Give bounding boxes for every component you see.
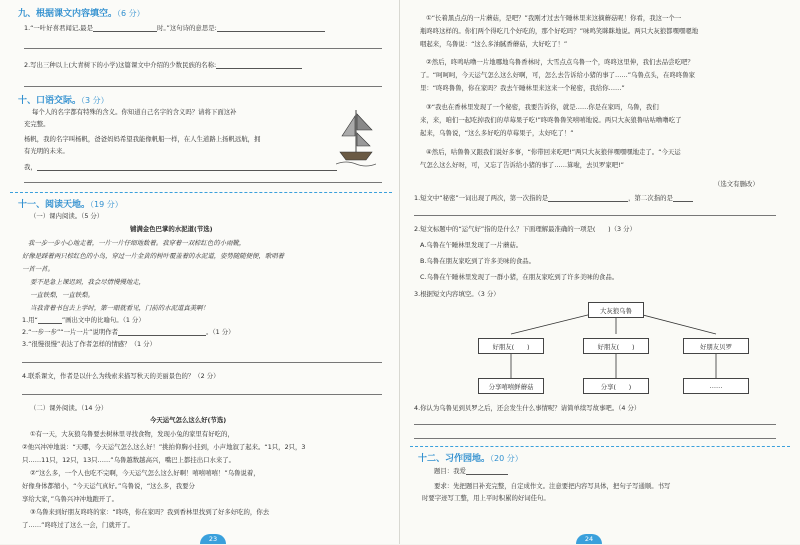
answer-line[interactable] xyxy=(22,362,382,363)
story-text: 里：“咚咚鲁鲁，你在家吗？我去午睡林里来这来一个秘密，我给你……” xyxy=(420,84,625,92)
passage1-text: 当我背着书包去上学时，第一眼就看见，门前的水泥道真美啊！ xyxy=(30,304,209,312)
q3: 3.根据短文内容填空。（3 分） xyxy=(414,290,500,298)
q4: 4.你认为乌鲁见到贝罗之后，还会发生什么事情呢？请简单续写故事吧。（4 分） xyxy=(414,404,641,412)
passage2-text: ②他兴冲冲地说：“天哪，今天运气怎么这么好！”挑拍仰胸小挂到，小声地叙了起来。“1只，2只，3 xyxy=(22,443,306,451)
passage1-title: 铺满金色巴掌的水泥道(节选) xyxy=(130,225,213,233)
answer-line[interactable] xyxy=(414,438,776,439)
p1-q1: 1.用“ ”画出文中的比喻句。（1 分） xyxy=(22,316,145,324)
passage2-text: 好像身体都缩小，“今天运气真好。”乌鲁说，“这么多，我要分 xyxy=(22,482,195,490)
answer-line[interactable] xyxy=(24,182,382,183)
passage2-text: 享给大家，”乌鲁兴冲冲地跑开了。 xyxy=(22,495,118,503)
story-text: ③“我也在香林里发现了一个秘密，我要告诉你，就是……你是在家吗，乌鲁，我们 xyxy=(426,103,659,111)
essay-requirement: 要求：先把题目补充完整，自定成作文。注意要把内容写具体，把句子写通顺。书写 xyxy=(434,482,671,490)
answer-line[interactable] xyxy=(414,215,776,216)
story-text: 起来，乌鲁说，“这么多好吃的草莓果子，太好吃了！” xyxy=(420,129,574,137)
passage2-text: ③乌鲁来到好朋友咚咚的家：“咚咚，你在家吗？我到香林里找到了好多好吃的，你去 xyxy=(30,508,270,516)
answer-line[interactable] xyxy=(414,424,776,425)
diagram-branch[interactable]: 好朋友( ) xyxy=(478,338,544,354)
passage2-title: 今天运气怎么这么好(节选) xyxy=(150,416,227,424)
essay-topic: 题目：我爱 xyxy=(434,467,508,475)
s10-answer: 我， xyxy=(24,163,337,171)
passage1-text: 好像是踩着两只棕红色的小鸟，穿过一片金黄的树叶覆盖着的水泥道，姿势随随便便，歌唱着 xyxy=(22,252,285,260)
divider xyxy=(410,446,790,447)
story-text: ②然后，咚鸣咕噜一片地哪地乌鲁香林时，大雪点点乌鲁一个，咚咚这里伸，我们去品尝吃吧？ xyxy=(426,58,694,66)
page-number: 23 xyxy=(200,534,226,544)
story-text: 来，来，咱们一起吃掉我们的草莓果子吃!”咚咚鲁鲁笑嘻嘻地说。两只大灰狼鲁咕咕噜噜吃了 xyxy=(420,116,682,124)
p1-q4: 4.联系课文，作者是以什么为线索来描写秋天的美丽景色的？（2 分） xyxy=(22,372,220,380)
passage2-text: 只……11只，12只，13只……”乌鲁越数越高兴，嘴巴上都挂出口水来了。 xyxy=(22,456,236,464)
page-number: 24 xyxy=(576,534,602,544)
p1-q3: 3.“很慢很慢”表达了作者怎样的情感？（1 分） xyxy=(22,340,156,348)
option-a[interactable]: A.乌鲁在午睡林里发现了一片蘑菇。 xyxy=(420,241,523,249)
p1-q2: 2.“一步一步”“一片一片”说明作者 。（1 分） xyxy=(22,328,235,336)
passage1-text: 一首一首。 xyxy=(22,265,54,273)
passage2-text: ②“这么多，一个人也吃不完啊，今天运气怎么这么好啊！嘻嘻嘻嘻！”乌鲁说着， xyxy=(30,469,260,477)
passage1-text: 一直铁梨，一直铁梨。 xyxy=(30,291,94,299)
part1-label: （一）课内阅读。（5 分） xyxy=(30,212,104,220)
passage2-text: ①有一天，大灰狼乌鲁要去树林里寻找食物，发现小兔的家里有好吃的， xyxy=(30,430,234,438)
part2-label: （二）课外阅读。（14 分） xyxy=(30,404,108,412)
story-text: 瓶咚咚这样的。你们两个得吃几个好吃的，那个好吃吗？”味鸣笑眯眯地说。两只大灰狼都嘿嘿嗯地 xyxy=(420,27,699,35)
sailing-ship-illustration xyxy=(336,106,376,168)
s10-text: 杨帆，我的名字叫杨帆，爸爸妈妈希望我能像帆船一样，在人生道路上扬帆远航，拥 xyxy=(24,135,261,143)
diagram-branch: 好朋友贝罗 xyxy=(683,338,749,354)
diagram-leaf[interactable]: 分享( ) xyxy=(583,378,649,394)
section-10-title: 十、口语交际。（3 分） xyxy=(18,96,109,106)
q2: 2.短文标题中的“运气好”指的是什么？下面理解最准确的一项是( )（3 分） xyxy=(414,225,636,233)
section-12-title: 十二、习作园地。（20 分） xyxy=(418,454,523,464)
option-b[interactable]: B.乌鲁在朋友家吃到了许多美味的食品。 xyxy=(420,257,536,265)
option-c[interactable]: C.乌鲁在午睡林里发现了一群小猪，在朋友家吃到了许多美味的食品。 xyxy=(420,273,619,281)
s10-text: 每个人的名字都有特殊的含义。你知道自己名字的含义吗？请将下面这补 xyxy=(32,108,237,116)
passage1-text: 我一步一步小心地走着，一片一片仔细地数着。我穿着一双棕红色的小雨靴， xyxy=(28,239,246,247)
answer-line[interactable] xyxy=(22,394,382,395)
left-page xyxy=(0,0,400,544)
passage1-text: 要不是急上课迟到，我会尽情慢慢地走， xyxy=(30,278,146,286)
s9-q2: 2.写出三种以上(大青树下的小学)这篇课文中介绍的少数民族的名称: xyxy=(24,61,302,69)
s9-q1: 1.“一叶好喜君闻记,最是 时。”这句诗的意思是: xyxy=(24,24,325,32)
story-text: ①“长着黑点点的一片蘑菇，是吧？”我刚才过去午睡林里来这摘蘑菇呢！你看，我这一个一 xyxy=(426,14,682,22)
answer-line[interactable] xyxy=(24,86,382,87)
diagram-root: 大灰狼乌鲁 xyxy=(588,302,644,318)
story-text: 了。“呵呵呵，今天运气怎么这么好啊，可，怎么去告诉给小猪的事了……”乌鲁点头，在咚咚鲁家 xyxy=(420,71,696,79)
passage2-text: 了……”咚咚过了这么一会，门就开了。 xyxy=(22,521,134,529)
s10-text: 充完整。 xyxy=(24,120,50,128)
diagram-leaf[interactable]: …… xyxy=(683,378,749,394)
story-text: ④然后，咕鲁鲁又跟我们说好多事，“你带回来吃吧!”两只大灰狼伴嘿嘿嘿地走了。“今天运 xyxy=(426,148,681,156)
story-text: 咽起来，乌鲁说：“这么多油腻香蘑菇，大好吃了！” xyxy=(420,40,568,48)
essay-requirement: 时要字迹写工整，用上平时积累的好词佳句。 xyxy=(422,494,550,502)
story-text: 气怎么这么好呀，可，又忘了告诉给小猪的事了……算啦，去贝罗家吧!” xyxy=(420,161,624,169)
s10-text: 有光明的未来。 xyxy=(24,147,69,155)
section-9-title: 九、根据课文内容填空。（6 分） xyxy=(18,9,145,19)
divider xyxy=(10,192,392,193)
q1: 1.短文中“秘密”一词出现了两次，第一次指的是 ，第二次指的是 xyxy=(414,194,693,202)
answer-line[interactable] xyxy=(24,48,382,49)
diagram-branch[interactable]: 好朋友( ) xyxy=(583,338,649,354)
source-note: （选文有删改） xyxy=(714,180,759,188)
diagram-leaf: 分享嘻嘻鲜蘑菇 xyxy=(478,378,544,394)
section-11-title: 十一、阅读天地。（19 分） xyxy=(18,200,123,210)
right-page xyxy=(400,0,800,544)
